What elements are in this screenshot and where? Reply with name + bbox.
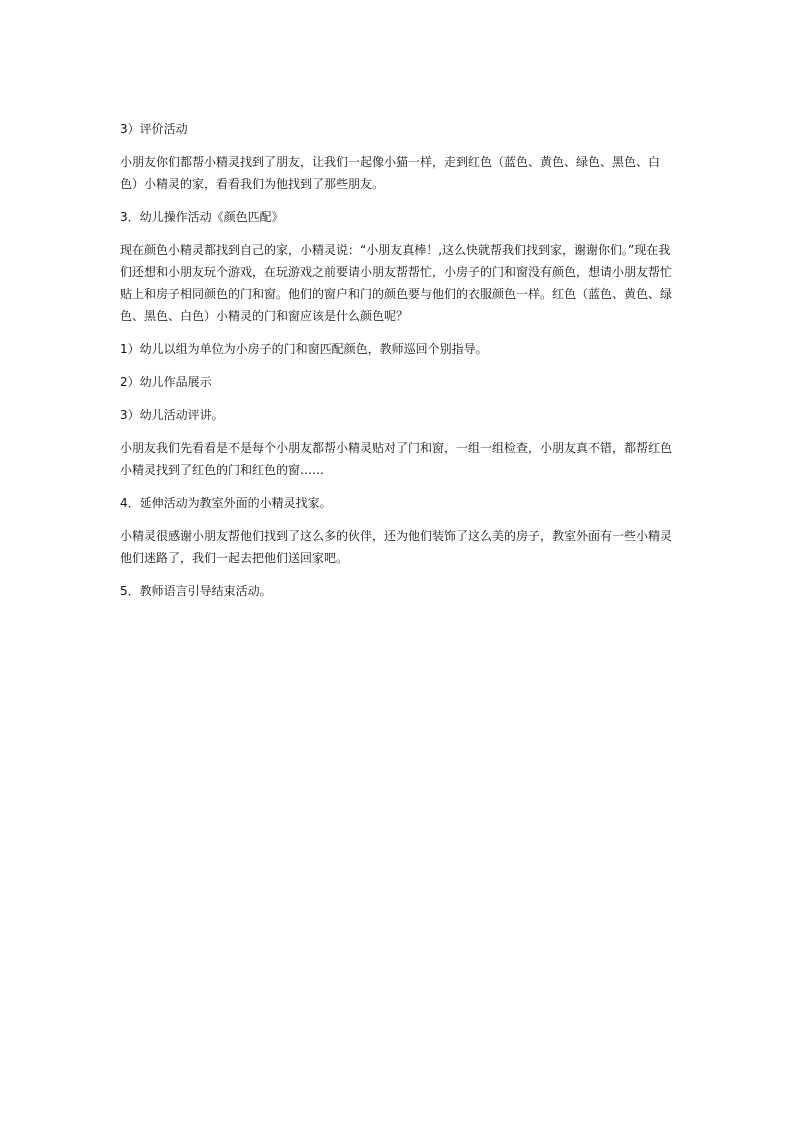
paragraph-extension: 小精灵很感谢小朋友帮他们找到了这么多的伙伴，还为他们装饰了这么美的房子，教室外面有一些小精灵他们迷路了，我们一起去把他们送回家吧。 <box>120 529 673 565</box>
heading-extension-activity: 4．延伸活动为教室外面的小精灵找家。 <box>120 496 332 510</box>
paragraph-evaluation: 小朋友你们都帮小精灵找到了朋友，让我们一起像小猫一样，走到红色（蓝色、黄色、绿色、黑色、白色）小精灵的家，看看我们为他找到了那些朋友。 <box>120 155 661 191</box>
document-body <box>120 118 676 602</box>
step-work-display: 2）幼儿作品展示 <box>120 375 212 389</box>
paragraph-review: 小朋友我们先看看是不是每个小朋友都帮小精灵贴对了门和窗，一组一组检查，小朋友真不错，都帮红色小精灵找到了红色的门和红色的窗…… <box>120 441 673 477</box>
heading-closing: 5．教师语言引导结束活动。 <box>120 584 272 598</box>
paragraph-color-matching: 现在颜色小精灵都找到自己的家，小精灵说：“小朋友真棒！,这么快就帮我们找到家，谢谢你们。”现在我们还想和小朋友玩个游戏，在玩游戏之前要请小朋友帮帮忙，小房子的门和窗没有颜色，想请小朋友帮忙贴上和房子相同颜色的门和窗。他们的窗户和门的颜色要与他们的衣服颜色一样。红色（蓝色、黄色、绿色、黑色、白色）小精灵的门和窗应该是什么颜色呢？ <box>120 243 673 323</box>
heading-evaluation-activity: 3）评价活动 <box>120 122 188 136</box>
heading-color-matching: 3．幼儿操作活动《颜色匹配》 <box>120 210 284 224</box>
step-activity-review: 3）幼儿活动评讲。 <box>120 408 224 422</box>
step-group-matching: 1）幼儿以组为单位为小房子的门和窗匹配颜色，教师巡回个别指导。 <box>120 342 488 356</box>
